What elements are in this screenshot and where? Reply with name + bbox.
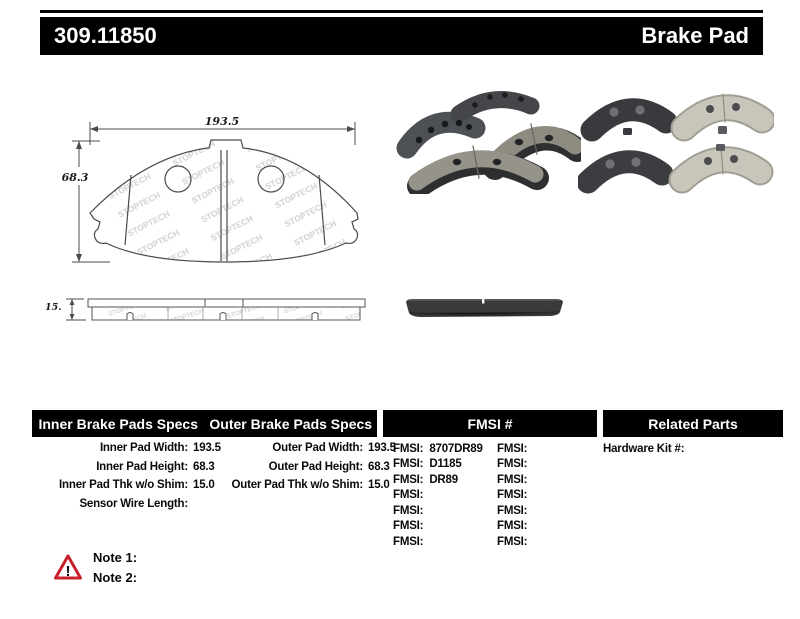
spec-label: Sensor Wire Length:	[79, 498, 188, 511]
header-bar	[40, 17, 763, 55]
fmsi-label: FMSI:	[497, 520, 528, 533]
width-arrow-right-icon	[347, 126, 355, 132]
plate-tab	[623, 128, 632, 135]
note-1-label: Note 1:	[93, 550, 138, 565]
wear-slot-right	[312, 313, 318, 321]
fmsi-label: FMSI:	[393, 535, 424, 548]
fmsi-value: D1185	[429, 458, 462, 471]
thickness-arrow-bottom-icon	[70, 314, 75, 320]
width-dim-label: 193.5	[204, 115, 240, 128]
pad-side-outline-group	[88, 299, 365, 320]
spec-value: 193.5	[193, 442, 221, 455]
backing-plate-photo-1	[407, 122, 475, 148]
fmsi-label: FMSI:	[497, 473, 528, 486]
outer-specs-title: Outer Brake Pads Specs	[209, 415, 373, 432]
fmsi-row	[393, 519, 483, 535]
thickness-dim-label: 15.	[45, 302, 62, 313]
fmsi-row	[497, 441, 533, 457]
fmsi-label: FMSI:	[497, 489, 528, 502]
note-2-label: Note 2:	[93, 570, 138, 585]
related-parts-header-bar	[603, 410, 783, 437]
wear-slot-left	[127, 313, 133, 321]
fmsi-label: FMSI:	[497, 504, 528, 517]
fmsi-label: FMSI:	[393, 520, 424, 533]
fmsi-label: FMSI:	[497, 535, 528, 548]
specs-header-bar	[32, 410, 377, 437]
related-row	[603, 441, 690, 457]
fmsi-row	[497, 519, 533, 535]
inner-specs-title: Inner Brake Pads Specs	[38, 415, 199, 432]
spec-value: 193.5	[368, 442, 396, 455]
fmsi-title: FMSI #	[467, 415, 513, 432]
fmsi-header-bar	[383, 410, 597, 437]
header-top-rule	[40, 10, 763, 13]
flat-pad-top-face	[684, 108, 762, 128]
inner-specs-list	[32, 439, 221, 513]
wear-slot-center	[220, 313, 226, 321]
fmsi-label: FMSI:	[497, 458, 528, 471]
fmsi-row	[497, 457, 533, 473]
fmsi-label: FMSI:	[497, 442, 528, 455]
fmsi-value: DR89	[429, 473, 458, 486]
front-view-drawing	[55, 95, 385, 275]
spec-value: 15.0	[368, 479, 390, 492]
related-parts-title: Related Parts	[648, 415, 738, 432]
flat-backing-plate-bottom	[588, 162, 662, 182]
svg-text:!: !	[65, 563, 71, 580]
side-view-drawing	[40, 288, 375, 335]
fmsi-list-right	[497, 441, 533, 550]
outer-specs-list	[210, 439, 396, 495]
fmsi-label: FMSI:	[393, 458, 424, 471]
part-number: 309.11850	[54, 23, 157, 48]
spec-row	[32, 439, 221, 458]
spec-row	[210, 458, 396, 477]
related-label: Hardware Kit #:	[603, 442, 685, 455]
fmsi-row	[497, 472, 533, 488]
height-arrow-bottom-icon	[76, 254, 82, 262]
pads-perspective-photo	[393, 86, 581, 194]
pad-front-outline-group	[90, 140, 358, 262]
spec-value: 68.3	[193, 460, 215, 473]
spec-value: 68.3	[368, 460, 390, 473]
height-dim-label: 68.3	[61, 171, 89, 184]
pad-front-outline	[90, 140, 358, 262]
pads-perspective-shapes	[407, 100, 577, 186]
flat-pad-bottom-face	[682, 160, 760, 180]
pad-edge-notch	[482, 299, 484, 304]
spec-row	[210, 476, 396, 495]
pad-shim-tab-top	[718, 126, 727, 134]
fmsi-value: 8707DR89	[429, 442, 483, 455]
fmsi-list-left	[393, 441, 483, 550]
width-arrow-left-icon	[90, 126, 98, 132]
fmsi-label: FMSI:	[393, 489, 424, 502]
spec-label: Outer Pad Height:	[268, 460, 363, 473]
spec-row	[210, 439, 396, 458]
backing-plate-side	[88, 299, 365, 307]
spec-row	[32, 476, 221, 495]
fmsi-label: FMSI:	[393, 473, 424, 486]
fmsi-row	[393, 457, 483, 473]
spec-value: 15.0	[193, 479, 215, 492]
spec-row	[32, 495, 221, 514]
fmsi-row	[393, 534, 483, 550]
fmsi-row	[497, 488, 533, 504]
fmsi-row	[393, 472, 483, 488]
pads-flat-photo	[578, 82, 774, 198]
backing-plate-photo-2	[459, 100, 531, 114]
spec-label: Inner Pad Thk w/o Shim:	[59, 479, 188, 492]
thickness-arrow-top-icon	[70, 299, 75, 305]
fmsi-row	[393, 441, 483, 457]
fmsi-label: FMSI:	[393, 442, 424, 455]
spec-row	[32, 458, 221, 477]
fmsi-label: FMSI:	[393, 504, 424, 517]
thickness-dimension	[66, 299, 86, 320]
height-arrow-top-icon	[76, 141, 82, 149]
fmsi-row	[497, 503, 533, 519]
fmsi-row	[393, 488, 483, 504]
spec-label: Outer Pad Thk w/o Shim:	[231, 479, 363, 492]
spec-label: Outer Pad Width:	[272, 442, 363, 455]
flat-backing-plate-top	[592, 110, 666, 130]
fmsi-row	[393, 503, 483, 519]
pad-edge-photo	[400, 290, 570, 322]
spec-label: Inner Pad Width:	[99, 442, 188, 455]
warning-triangle-icon	[53, 552, 83, 582]
pad-shim-tab-bottom	[716, 144, 725, 151]
spec-label: Inner Pad Height:	[96, 460, 188, 473]
page-title: Brake Pad	[641, 23, 749, 48]
related-parts-list	[603, 441, 690, 457]
fmsi-row	[497, 534, 533, 550]
